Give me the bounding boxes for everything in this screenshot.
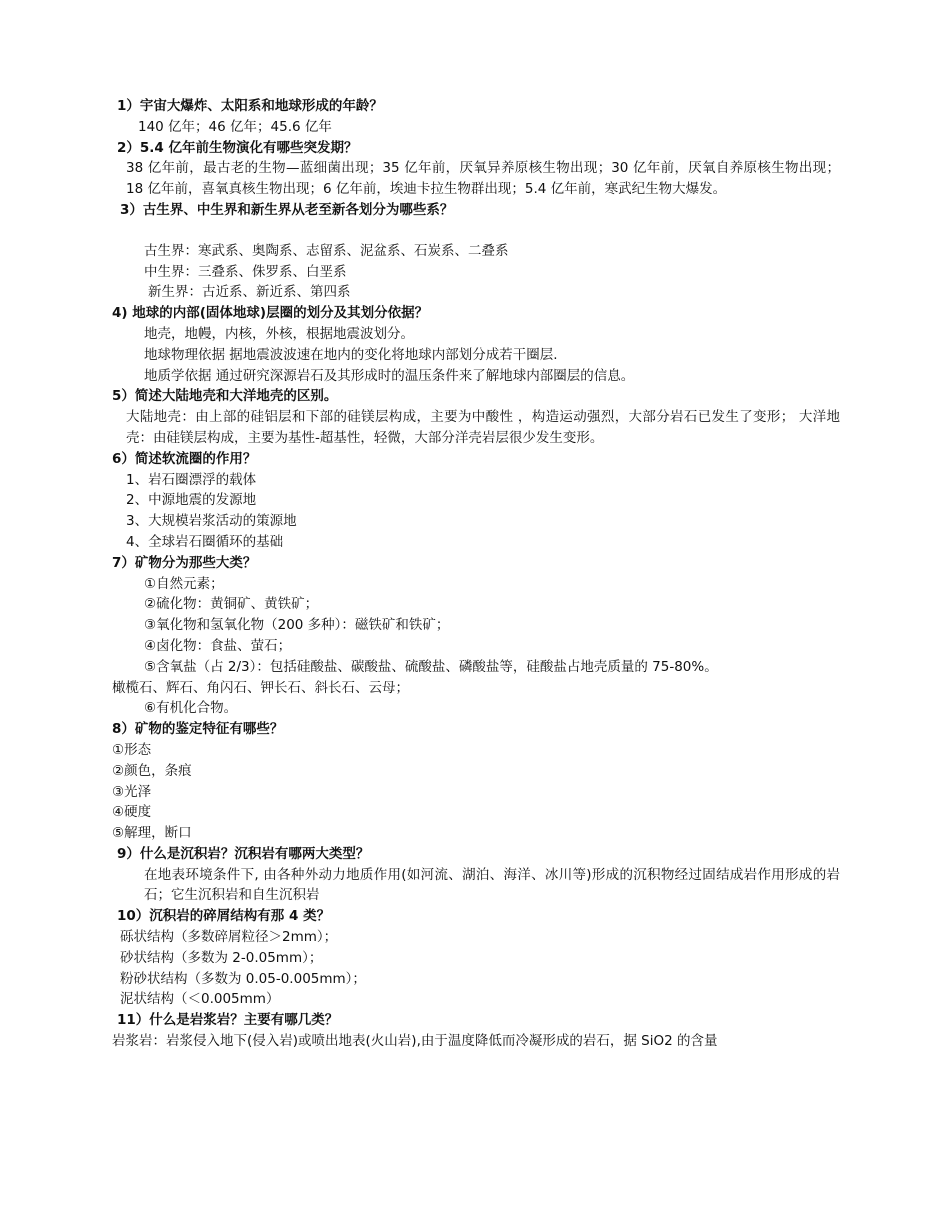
question-heading: 6）简述软流圈的作用？ <box>112 450 257 467</box>
answer-line: 1、岩石圈漂浮的载体 <box>126 471 257 488</box>
question-heading: 1）宇宙大爆炸、太阳系和地球形成的年龄？ <box>117 98 383 114</box>
answer-line: 在地表环境条件下, 由各种外动力地质作用(如河流、湖泊、海洋、冰川等)形成的沉积物经过固结成岩作用形成的岩石；它生沉积岩和自生沉积岩 <box>144 866 840 904</box>
answer-line: ⑤含氧盐（占 2/3）：包括硅酸盐、碳酸盐、硫酸盐、磷酸盐等，硅酸盐占地壳质量的 75-80%。 <box>144 658 718 675</box>
answer-line: 大陆地壳：由上部的硅铝层和下部的硅镁层构成，主要为中酸性 ，构造运动强烈，大部分岩石已发生了变形； 大洋地壳：由硅镁层构成，主要为基性-超基性，轻微，大部分洋壳岩层很少发生变形。 <box>126 409 840 446</box>
answer-line: 3、大规模岩浆活动的策源地 <box>126 513 297 530</box>
question-heading: 4) 地球的内部(固体地球)层圈的划分及其划分依据？ <box>112 305 429 322</box>
answer-line: 140 亿年；46 亿年；45.6 亿年 <box>138 118 332 135</box>
answer-line: 砾状结构（多数碎屑粒径＞2mm）； <box>120 929 338 946</box>
question-heading: 5）简述大陆地壳和大洋地壳的区别。 <box>112 388 338 405</box>
question-heading: 10）沉积岩的碎屑结构有那 4 类？ <box>117 908 331 925</box>
question-heading: 7）矿物分为那些大类？ <box>112 554 257 571</box>
answer-line: ②硫化物：黄铜矿、黄铁矿； <box>144 596 319 613</box>
question-heading: 9）什么是沉积岩？沉积岩有哪两大类型？ <box>117 845 370 862</box>
answer-line: 4、全球岩石圈循环的基础 <box>126 533 284 550</box>
answer-line: 古生界：寒武系、奥陶系、志留系、泥盆系、石炭系、二叠系 <box>144 242 509 259</box>
answer-line: 中生界：三叠系、侏罗系、白垩系 <box>144 263 347 280</box>
question-heading: 11）什么是岩浆岩？主要有哪几类？ <box>117 1012 339 1029</box>
answer-line: 地球物理依据 据地震波波速在地内的变化将地球内部划分成若干圈层. <box>144 346 558 363</box>
answer-line: ①自然元素； <box>144 575 224 592</box>
answer-line: 泥状结构（＜0.005mm） <box>120 991 280 1008</box>
answer-line: ⑥有机化合物。 <box>144 700 238 717</box>
answer-line: ③氧化物和氢氧化物（200 多种）：磁铁矿和铁矿； <box>144 617 450 634</box>
answer-line: 粉砂状结构（多数为 0.05-0.005mm）； <box>120 970 366 987</box>
answer-line: 地质学依据 通过研究深源岩石及其形成时的温压条件来了解地球内部圈层的信息。 <box>144 367 635 384</box>
answer-line: 橄榄石、辉石、角闪石、钾长石、斜长石、云母； <box>112 679 409 696</box>
question-heading: 2）5.4 亿年前生物演化有哪些突发期？ <box>117 139 358 156</box>
answer-line: ④硬度 <box>112 804 152 821</box>
question-heading: 8）矿物的鉴定特征有哪些？ <box>112 721 284 738</box>
answer-line: ⑤解理，断口 <box>112 825 192 842</box>
answer-line: 岩浆岩：岩浆侵入地下(侵入岩)或喷出地表(火山岩),由于温度降低而冷凝形成的岩石，据 SiO2 的含量 <box>112 1033 718 1050</box>
answer-line: ①形态 <box>112 741 152 758</box>
answer-line: ③光泽 <box>112 783 152 800</box>
question-heading: 3）古生界、中生界和新生界从老至新各划分为哪些系？ <box>120 201 454 218</box>
answer-line: 新生界：古近系、新近系、第四系 <box>148 284 351 301</box>
blank-line <box>112 221 840 241</box>
answer-line: ②颜色，条痕 <box>112 762 192 779</box>
answer-line: ④卤化物：食盐、萤石； <box>144 637 292 654</box>
answer-line: 38 亿年前，最古老的生物—蓝细菌出现；35 亿年前，厌氧异养原核生物出现；30 亿年前，厌氧自养原核生物出现；18 亿年前，喜氧真核生物出现；6 亿年前，埃迪卡拉生物群出现；5.4 亿年前，寒武纪生物大爆发。 <box>126 160 840 198</box>
answer-line: 砂状结构（多数为 2-0.05mm）； <box>120 949 323 966</box>
answer-line: 2、中源地震的发源地 <box>126 492 257 509</box>
document-body <box>112 96 840 1052</box>
answer-line: 地壳，地幔，内核，外核，根据地震波划分。 <box>144 325 414 342</box>
